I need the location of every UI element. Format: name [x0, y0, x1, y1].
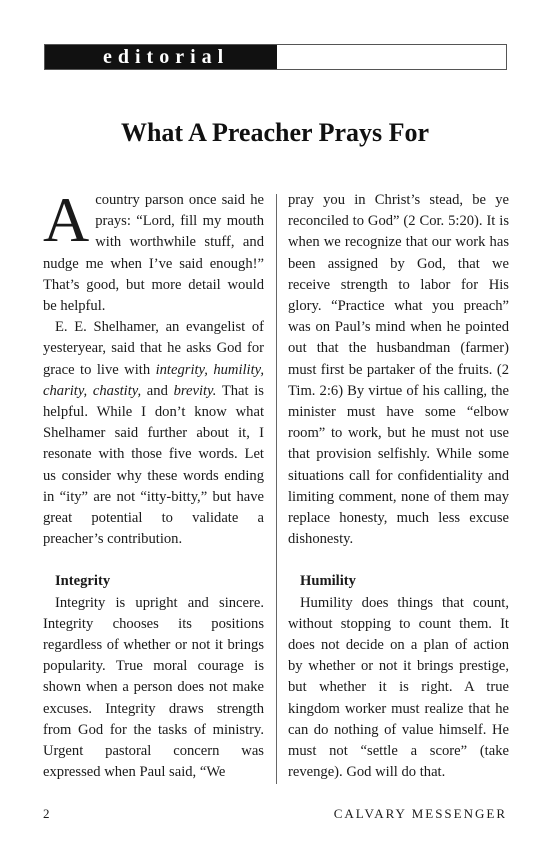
page-number: 2 — [43, 806, 50, 821]
left-column — [43, 184, 264, 783]
article-title: What A Preacher Prays For — [120, 118, 430, 147]
humility-heading: Humility — [300, 573, 356, 590]
virtue-words: integrity, humility, charity, chastity, — [43, 361, 264, 399]
humility-paragraph: Humility does things that count, without stopping to count them. It does not decide on a plan of action by whether or not it brings prestige, but whether it is right. A true kingdom worker must realize that he can do nothing of value himself. He must not “settle a score” (take revenge). God will do that. — [288, 594, 509, 781]
and-word: and — [141, 382, 174, 399]
brevity-word: brevity. — [173, 382, 217, 399]
integrity-paragraph: Integrity is upright and sincere. Integrity chooses its positions regardless of whether or not it brings popularity. True moral courage is shown when a person does not make excuses. Integrity draws strength from God for the tasks of ministry. Urgent pastoral concern was expressed when Paul said, “We — [43, 594, 264, 781]
intro-paragraph — [43, 184, 264, 317]
right-column — [288, 190, 509, 783]
shelhamer-text-b: That is helpful. While I don’t know what Shelhamer said further about it, I resonate with those five words. Let us consider why these words ending in “ity” are not “itty-bitty,” but have great potential to validate a preacher’s contribution. — [43, 382, 264, 548]
drop-cap: A — [43, 184, 90, 255]
section-header — [44, 44, 507, 70]
page-footer — [43, 806, 507, 822]
continued-paragraph: pray you in Christ’s stead, be ye reconciled to God” (2 Cor. 5:20). It is when we recognize that our work has been assigned by God, that we receive strength to labor for His glory. “Practice what you preach” was on Paul’s mind when he pointed out that the husbandman (farmer) must first be partaker of the fruits. (2 Tim. 2:6) By virtue of his calling, the minister must have some “elbow room” to work, but he must not use that provision selfishly. While some situations call for confidentiality and limiting comment, none of them may replace honesty, much less excuse dishonesty. — [288, 192, 509, 548]
shelhamer-paragraph — [43, 317, 264, 550]
intro-text: country parson once said he prays: “Lord, fill my mouth with worthwhile stuff, and nudge me when I’ve said enough!” That’s good, but more detail would be helpful. — [43, 192, 264, 315]
integrity-heading: Integrity — [55, 573, 111, 590]
section-label: editorial — [45, 45, 277, 69]
shelhamer-text-a: E. E. Shelhamer, an evangelist of yesteryear, said that he asks God for grace to live with — [43, 319, 264, 378]
publication-name: CALVARY MESSENGER — [333, 806, 507, 821]
column-divider — [276, 194, 277, 784]
